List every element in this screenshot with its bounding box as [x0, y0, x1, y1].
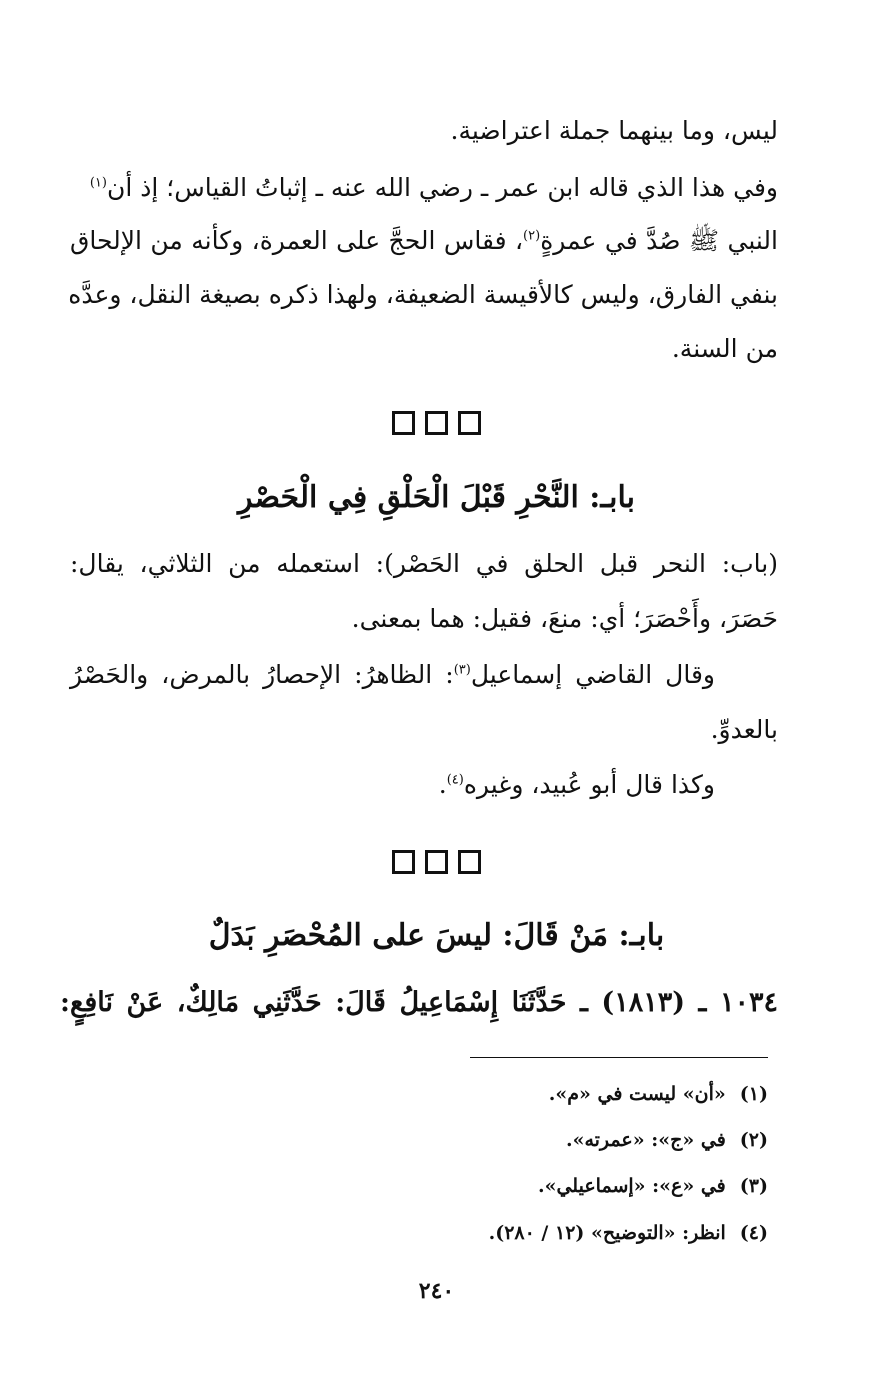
- footnote-number: (٣): [739, 1175, 768, 1197]
- footnote-text: انظر: «التوضيح» (١٢ / ٢٨٠).: [488, 1222, 726, 1244]
- section-separator: [0, 850, 873, 880]
- body-line-1: [70, 114, 778, 148]
- body-text: وقال القاضي إسماعيل: [470, 660, 715, 689]
- body-text: بالعدوِّ.: [710, 715, 778, 744]
- footnote-ref-4[interactable]: (٤): [446, 772, 464, 788]
- section1-line-5: [70, 768, 715, 802]
- footnote-3: [538, 1172, 768, 1200]
- section-heading-1: [0, 478, 873, 518]
- body-text: ، فقاس الحجَّ على العمرة، وكأنه من الإلحاق: [70, 226, 524, 255]
- footnote-number: (٢): [739, 1129, 768, 1151]
- separator-box-icon: [425, 411, 448, 435]
- separator-box-icon: [392, 411, 415, 435]
- chapter-title: : النَّحْرِ قَبْلَ الْحَلْقِ فِي الْحَصْرِ: [237, 480, 601, 515]
- body-text: .: [438, 770, 447, 799]
- hadith-text: ١٠٣٤ ـ (١٨١٣) ـ حَدَّثَنَا إِسْمَاعِيلُ قَالَ: حَدَّثَنِي مَالِكٌ، عَنْ نَافِعٍ:: [60, 987, 778, 1018]
- chapter-title: : مَنْ قَالَ: ليسَ على المُحْصَرِ بَدَلٌ: [208, 918, 630, 953]
- body-text: من السنة.: [671, 334, 778, 363]
- footnote-ref-3[interactable]: (٣): [453, 662, 471, 678]
- footnote-divider: [470, 1057, 768, 1058]
- separator-box-icon: [425, 850, 448, 874]
- footnote-2: [566, 1126, 768, 1154]
- body-text: النبي ﷺ صُدَّ في عمرةٍ: [540, 226, 778, 255]
- section1-line-2: [70, 602, 778, 636]
- body-text: حَصَرَ، وأَحْصَرَ؛ أي: منعَ، فقيل: هما بمعنى.: [351, 604, 778, 633]
- footnote-ref-2[interactable]: (٢): [523, 228, 541, 244]
- chapter-keyword: بابـ: [629, 918, 665, 953]
- hadith-line: [60, 983, 778, 1023]
- section1-line-4: [70, 713, 778, 747]
- body-line-4: [70, 278, 778, 312]
- section1-line-3: [70, 658, 715, 692]
- footnote-text: «أن» ليست في «م».: [548, 1083, 726, 1105]
- body-line-3: [70, 224, 778, 258]
- section1-line-1: [70, 547, 778, 581]
- separator-box-icon: [392, 850, 415, 874]
- footnote-ref-1[interactable]: (١): [89, 175, 107, 191]
- body-text: : الظاهرُ: الإحصارُ بالمرض، والحَصْرُ: [70, 660, 454, 689]
- section-heading-2: [0, 916, 873, 956]
- section-separator: [0, 411, 873, 441]
- separator-box-icon: [458, 411, 481, 435]
- body-text: (باب: النحر قبل الحلق في الحَصْر): استعمله من الثلاثي، يقال:: [70, 549, 778, 578]
- page-number: ٢٤٠: [418, 1278, 455, 1304]
- body-line-2: [70, 171, 778, 205]
- body-text: ليس، وما بينهما جملة اعتراضية.: [450, 116, 778, 145]
- body-text: بنفي الفارق، وليس كالأقيسة الضعيفة، ولهذا ذكره بصيغة النقل، وعدَّه: [68, 280, 778, 309]
- body-line-5: [70, 332, 778, 366]
- body-text: وكذا قال أبو عُبيد، وغيره: [463, 770, 715, 799]
- chapter-keyword: بابـ: [600, 480, 636, 515]
- footnote-text: في «ج»: «عمرته».: [565, 1129, 726, 1151]
- footnote-number: (٤): [739, 1222, 768, 1244]
- separator-box-icon: [458, 850, 481, 874]
- footnote-number: (١): [739, 1083, 768, 1105]
- footnote-4: [489, 1219, 768, 1247]
- body-text: وفي هذا الذي قاله ابن عمر ـ رضي الله عنه ـ إثباتُ القياس؛ إذ أن: [106, 173, 778, 202]
- footnote-text: في «ع»: «إسماعيلي».: [537, 1175, 726, 1197]
- footnote-1: [549, 1080, 768, 1108]
